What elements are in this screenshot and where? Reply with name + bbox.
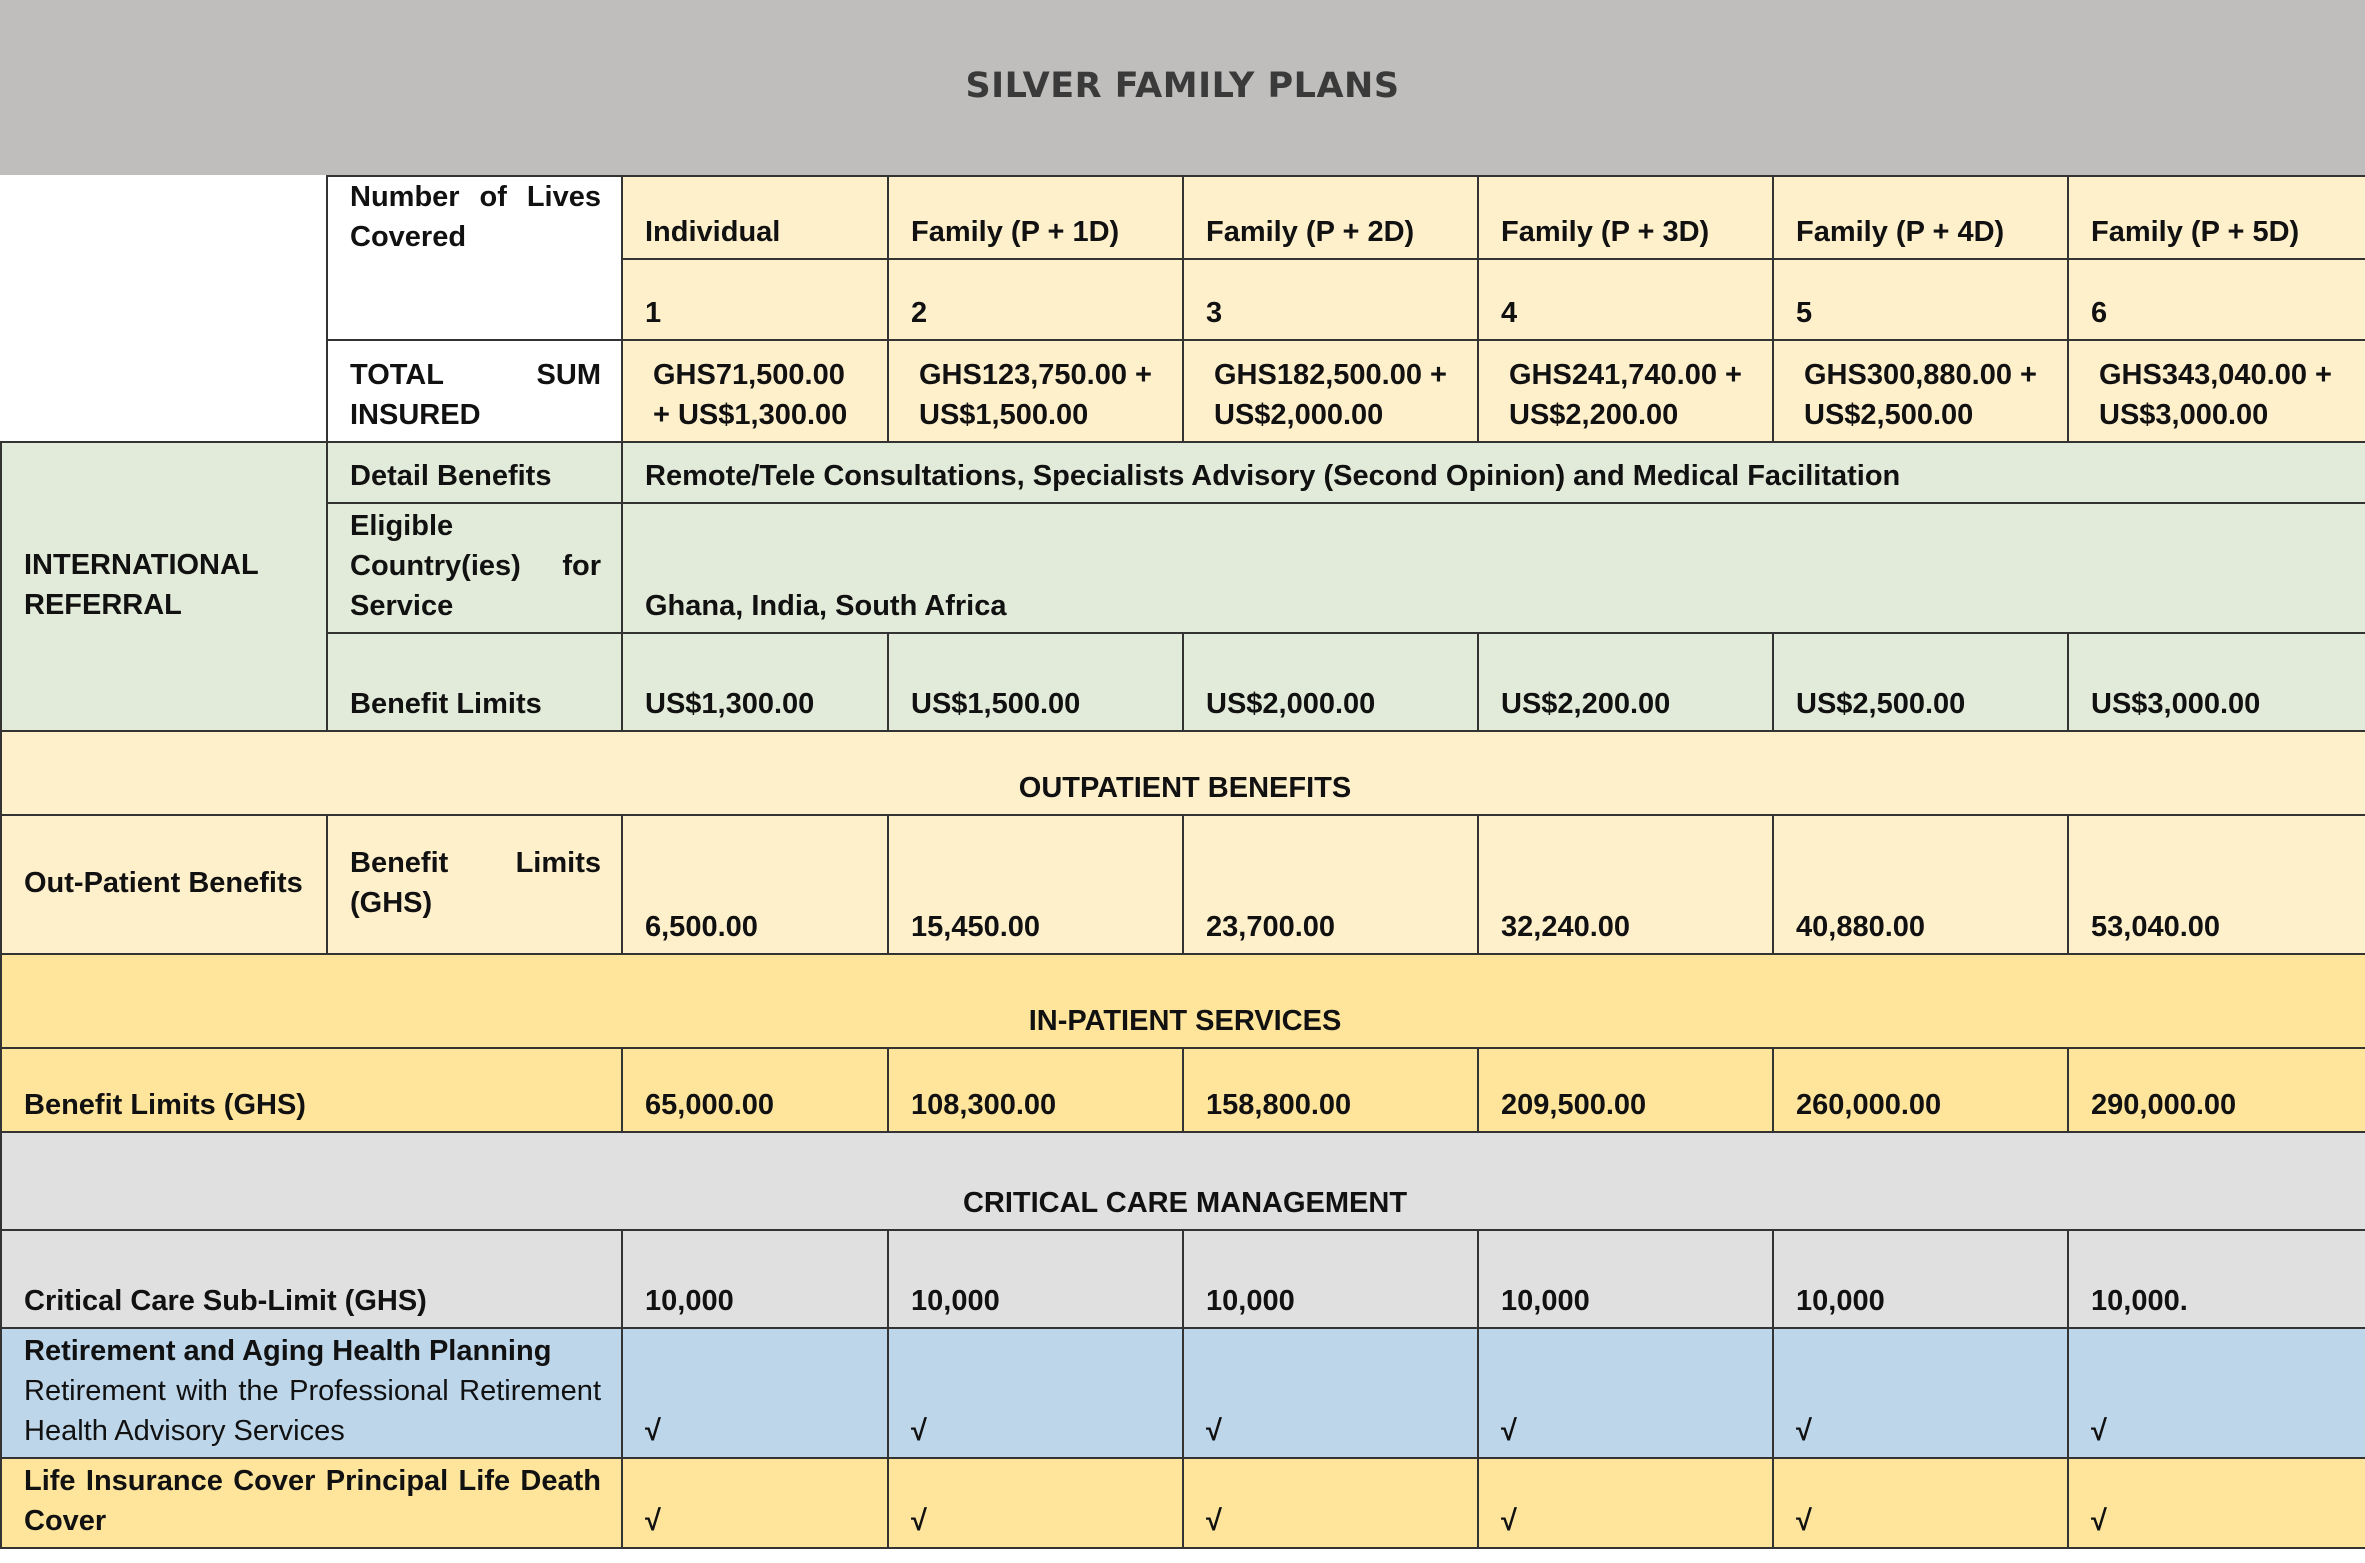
life-insurance-check: √ (1183, 1458, 1478, 1548)
life-insurance-label: Life Insurance Cover Principal Life Death Cover (1, 1458, 622, 1548)
blank-corner (1, 176, 327, 442)
lives-count: 1 (622, 259, 888, 340)
outpatient-limit-value: 40,880.00 (1773, 815, 2068, 954)
plans-table (0, 175, 2365, 1549)
total-sum-value: GHS343,040.00 + US$3,000.00 (2068, 340, 2365, 442)
plan-header: Family (P + 2D) (1183, 176, 1478, 259)
life-insurance-check: √ (2068, 1458, 2365, 1548)
page-title: SILVER FAMILY PLANS (965, 66, 1400, 106)
total-sum-value: GHS71,500.00 + US$1,300.00 (622, 340, 888, 442)
lives-count: 4 (1478, 259, 1773, 340)
international-limit-value: US$1,300.00 (622, 633, 888, 731)
retirement-description: Retirement with the Professional Retirement Health Advisory Services (24, 1375, 601, 1447)
international-limit-value: US$3,000.00 (2068, 633, 2365, 731)
retirement-cell (1, 1328, 622, 1458)
inpatient-limit-value: 290,000.00 (2068, 1048, 2365, 1132)
lives-count: 6 (2068, 259, 2365, 340)
lives-count: 5 (1773, 259, 2068, 340)
life-insurance-row (1, 1458, 2365, 1548)
outpatient-limit-value: 15,450.00 (888, 815, 1183, 954)
critical-care-value: 10,000 (622, 1230, 888, 1328)
outpatient-limits-label: Benefit Limits (GHS) (327, 815, 622, 954)
total-sum-label: TOTAL SUM INSURED (327, 340, 622, 442)
plan-header: Family (P + 5D) (2068, 176, 2365, 259)
retirement-row (1, 1328, 2365, 1458)
critical-care-value: 10,000 (1478, 1230, 1773, 1328)
detail-benefits-value: Remote/Tele Consultations, Specialists Advisory (Second Opinion) and Medical Facilitation (622, 442, 2365, 503)
retirement-check: √ (1773, 1328, 2068, 1458)
retirement-check: √ (622, 1328, 888, 1458)
retirement-title: Retirement and Aging Health Planning (24, 1335, 552, 1367)
lives-count: 2 (888, 259, 1183, 340)
retirement-check: √ (1183, 1328, 1478, 1458)
inpatient-limit-value: 158,800.00 (1183, 1048, 1478, 1132)
inpatient-limit-value: 260,000.00 (1773, 1048, 2068, 1132)
title-banner (0, 0, 2365, 175)
inpatient-limits-label: Benefit Limits (GHS) (1, 1048, 622, 1132)
critical-care-header-row (1, 1132, 2365, 1230)
critical-care-value: 10,000. (2068, 1230, 2365, 1328)
inpatient-limits-row (1, 1048, 2365, 1132)
international-limit-value: US$1,500.00 (888, 633, 1183, 731)
outpatient-limit-value: 6,500.00 (622, 815, 888, 954)
life-insurance-check: √ (1478, 1458, 1773, 1548)
international-limit-value: US$2,000.00 (1183, 633, 1478, 731)
life-insurance-check: √ (888, 1458, 1183, 1548)
life-insurance-check: √ (1773, 1458, 2068, 1548)
total-sum-value: GHS182,500.00 + US$2,000.00 (1183, 340, 1478, 442)
critical-care-value: 10,000 (1773, 1230, 2068, 1328)
critical-care-label: Critical Care Sub-Limit (GHS) (1, 1230, 622, 1328)
lives-label: Number of Lives Covered (327, 176, 622, 340)
total-sum-value: GHS300,880.00 + US$2,500.00 (1773, 340, 2068, 442)
outpatient-limit-value: 32,240.00 (1478, 815, 1773, 954)
total-sum-value: GHS241,740.00 + US$2,200.00 (1478, 340, 1773, 442)
international-limits-label: Benefit Limits (327, 633, 622, 731)
retirement-check: √ (888, 1328, 1183, 1458)
critical-care-value: 10,000 (888, 1230, 1183, 1328)
international-limits-row (1, 633, 2365, 731)
critical-care-value: 10,000 (1183, 1230, 1478, 1328)
retirement-check: √ (2068, 1328, 2365, 1458)
inpatient-limit-value: 65,000.00 (622, 1048, 888, 1132)
inpatient-section-header: IN-PATIENT SERVICES (1, 954, 2365, 1048)
critical-care-section-header: CRITICAL CARE MANAGEMENT (1, 1132, 2365, 1230)
inpatient-limit-value: 209,500.00 (1478, 1048, 1773, 1132)
plan-header: Family (P + 1D) (888, 176, 1183, 259)
plan-header: Individual (622, 176, 888, 259)
lives-count: 3 (1183, 259, 1478, 340)
total-sum-value: GHS123,750.00 + US$1,500.00 (888, 340, 1183, 442)
outpatient-limit-value: 23,700.00 (1183, 815, 1478, 954)
retirement-check: √ (1478, 1328, 1773, 1458)
eligible-countries-row (1, 503, 2365, 633)
total-sum-row (1, 340, 2365, 442)
outpatient-limits-row (1, 815, 2365, 954)
critical-care-row (1, 1230, 2365, 1328)
international-referral-label: INTERNATIONAL REFERRAL (1, 442, 327, 731)
outpatient-section-header: OUTPATIENT BENEFITS (1, 731, 2365, 815)
plan-header: Family (P + 4D) (1773, 176, 2068, 259)
eligible-countries-label: Eligible Country(ies) for Service (327, 503, 622, 633)
life-insurance-check: √ (622, 1458, 888, 1548)
detail-benefits-row (1, 442, 2365, 503)
detail-benefits-label: Detail Benefits (327, 442, 622, 503)
eligible-countries-value: Ghana, India, South Africa (622, 503, 2365, 633)
plan-header: Family (P + 3D) (1478, 176, 1773, 259)
international-limit-value: US$2,200.00 (1478, 633, 1773, 731)
outpatient-limit-value: 53,040.00 (2068, 815, 2365, 954)
outpatient-section-label: Out-Patient Benefits (1, 815, 327, 954)
plans-row (1, 176, 2365, 259)
outpatient-header-row (1, 731, 2365, 815)
inpatient-limit-value: 108,300.00 (888, 1048, 1183, 1132)
inpatient-header-row (1, 954, 2365, 1048)
international-limit-value: US$2,500.00 (1773, 633, 2068, 731)
